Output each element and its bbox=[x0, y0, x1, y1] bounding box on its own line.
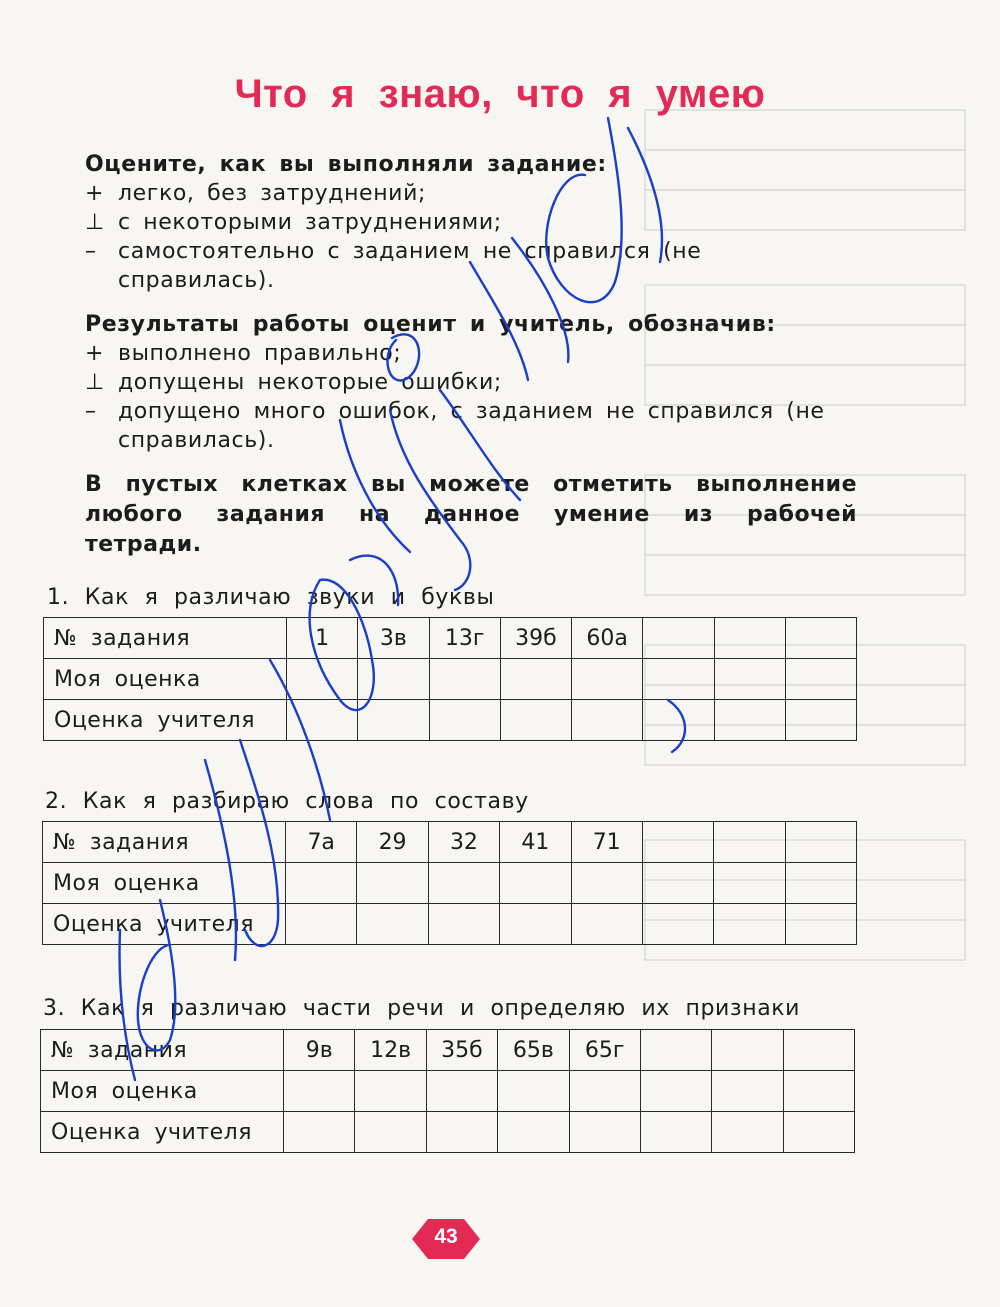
grade-cell[interactable] bbox=[571, 904, 642, 945]
grade-cell[interactable] bbox=[569, 1071, 640, 1112]
legend-item: – самостоятельно с заданием не справился (не справилась). bbox=[85, 239, 702, 293]
page-number-badge bbox=[412, 1219, 480, 1259]
task-label: № задания bbox=[44, 618, 287, 659]
grade-cell[interactable] bbox=[569, 1112, 640, 1153]
task-cell bbox=[643, 618, 714, 659]
my-grade-label: Моя оценка bbox=[43, 863, 286, 904]
grade-cell[interactable] bbox=[358, 700, 429, 741]
grade-cell[interactable] bbox=[287, 659, 358, 700]
section-title: 3. Как я различаю части речи и определяю их признаки bbox=[43, 996, 801, 1021]
grade-cell[interactable] bbox=[498, 1071, 569, 1112]
legend-item: – допущено много ошибок, с заданием не справился (не справилась). bbox=[85, 399, 825, 453]
task-cell bbox=[642, 822, 713, 863]
grade-cell[interactable] bbox=[785, 700, 856, 741]
grade-cell[interactable] bbox=[640, 1112, 711, 1153]
task-cell: 9в bbox=[284, 1030, 355, 1071]
task-cell bbox=[712, 1030, 783, 1071]
grade-cell[interactable] bbox=[355, 1112, 426, 1153]
table-row bbox=[43, 904, 857, 945]
table-row bbox=[41, 1071, 855, 1112]
task-cell bbox=[785, 618, 856, 659]
grade-table-2 bbox=[42, 821, 857, 945]
task-cell: 65в bbox=[498, 1030, 569, 1071]
legend-item: + выполнено правильно; bbox=[85, 341, 402, 366]
table-row bbox=[43, 863, 857, 904]
self-assessment-heading: Оцените, как вы выполняли задание: bbox=[85, 152, 607, 177]
legend-item: ⊥ допущены некоторые ошибки; bbox=[85, 370, 502, 395]
table-row bbox=[44, 659, 857, 700]
teacher-grade-label: Оценка учителя bbox=[41, 1112, 284, 1153]
teacher-assessment-heading: Результаты работы оценит и учитель, обозначив: bbox=[85, 312, 776, 337]
grade-cell[interactable] bbox=[500, 863, 571, 904]
teacher-grade-label: Оценка учителя bbox=[44, 700, 287, 741]
task-cell bbox=[714, 822, 785, 863]
grade-cell[interactable] bbox=[426, 1071, 497, 1112]
table-row bbox=[43, 822, 857, 863]
grade-cell[interactable] bbox=[355, 1071, 426, 1112]
instruction-note: В пустых клетках вы можете отметить выполнение любого задания на данное умение из рабочей тетради. bbox=[85, 472, 857, 557]
grade-cell[interactable] bbox=[572, 700, 643, 741]
task-cell: 71 bbox=[571, 822, 642, 863]
grade-cell[interactable] bbox=[426, 1112, 497, 1153]
task-cell: 3в bbox=[358, 618, 429, 659]
grade-cell[interactable] bbox=[284, 1071, 355, 1112]
task-cell bbox=[785, 822, 856, 863]
grade-table-1 bbox=[43, 617, 857, 741]
my-grade-label: Моя оценка bbox=[44, 659, 287, 700]
page-title: Что я знаю, что я умею bbox=[234, 72, 766, 116]
task-cell: 12в bbox=[355, 1030, 426, 1071]
my-grade-label: Моя оценка bbox=[41, 1071, 284, 1112]
grade-cell[interactable] bbox=[287, 700, 358, 741]
grade-cell[interactable] bbox=[643, 659, 714, 700]
task-label: № задания bbox=[41, 1030, 284, 1071]
grade-cell[interactable] bbox=[428, 904, 499, 945]
task-cell bbox=[714, 618, 785, 659]
teacher-assessment-block bbox=[85, 310, 855, 455]
task-cell: 35б bbox=[426, 1030, 497, 1071]
grade-cell[interactable] bbox=[785, 863, 856, 904]
grade-cell[interactable] bbox=[714, 659, 785, 700]
task-cell: 65г bbox=[569, 1030, 640, 1071]
task-cell: 32 bbox=[428, 822, 499, 863]
grade-cell[interactable] bbox=[286, 863, 357, 904]
task-cell: 41 bbox=[500, 822, 571, 863]
grade-cell[interactable] bbox=[783, 1071, 854, 1112]
grade-cell[interactable] bbox=[500, 904, 571, 945]
task-cell: 39б bbox=[500, 618, 571, 659]
task-cell: 60а bbox=[572, 618, 643, 659]
table-row bbox=[44, 618, 857, 659]
task-label: № задания bbox=[43, 822, 286, 863]
grade-cell[interactable] bbox=[642, 904, 713, 945]
section-title: 2. Как я разбираю слова по составу bbox=[45, 789, 529, 814]
legend-item: ⊥ с некоторыми затруднениями; bbox=[85, 210, 502, 235]
task-cell: 1 bbox=[287, 618, 358, 659]
grade-cell[interactable] bbox=[714, 863, 785, 904]
grade-cell[interactable] bbox=[358, 659, 429, 700]
grade-cell[interactable] bbox=[286, 904, 357, 945]
grade-cell[interactable] bbox=[429, 700, 500, 741]
grade-cell[interactable] bbox=[785, 904, 856, 945]
task-cell: 7а bbox=[286, 822, 357, 863]
grade-cell[interactable] bbox=[642, 863, 713, 904]
legend-item: + легко, без затруднений; bbox=[85, 181, 426, 206]
self-assessment-block bbox=[85, 150, 855, 295]
grade-cell[interactable] bbox=[571, 863, 642, 904]
task-cell bbox=[640, 1030, 711, 1071]
grade-cell[interactable] bbox=[500, 700, 571, 741]
grade-cell[interactable] bbox=[783, 1112, 854, 1153]
table-row bbox=[41, 1030, 855, 1071]
grade-cell[interactable] bbox=[428, 863, 499, 904]
grade-cell[interactable] bbox=[284, 1112, 355, 1153]
grade-cell[interactable] bbox=[643, 700, 714, 741]
task-cell: 13г bbox=[429, 618, 500, 659]
table-row bbox=[44, 700, 857, 741]
grade-table-3 bbox=[40, 1029, 855, 1153]
page-number: 43 bbox=[434, 1225, 458, 1248]
teacher-grade-label: Оценка учителя bbox=[43, 904, 286, 945]
task-cell bbox=[783, 1030, 854, 1071]
grade-cell[interactable] bbox=[785, 659, 856, 700]
grade-cell[interactable] bbox=[500, 659, 571, 700]
table-row bbox=[41, 1112, 855, 1153]
grade-cell[interactable] bbox=[712, 1071, 783, 1112]
task-cell: 29 bbox=[357, 822, 428, 863]
grade-cell[interactable] bbox=[572, 659, 643, 700]
section-title: 1. Как я различаю звуки и буквы bbox=[47, 585, 495, 610]
grade-cell[interactable] bbox=[357, 904, 428, 945]
grade-cell[interactable] bbox=[357, 863, 428, 904]
grade-cell[interactable] bbox=[640, 1071, 711, 1112]
grade-cell[interactable] bbox=[712, 1112, 783, 1153]
grade-cell[interactable] bbox=[498, 1112, 569, 1153]
grade-cell[interactable] bbox=[714, 904, 785, 945]
grade-cell[interactable] bbox=[429, 659, 500, 700]
grade-cell[interactable] bbox=[714, 700, 785, 741]
